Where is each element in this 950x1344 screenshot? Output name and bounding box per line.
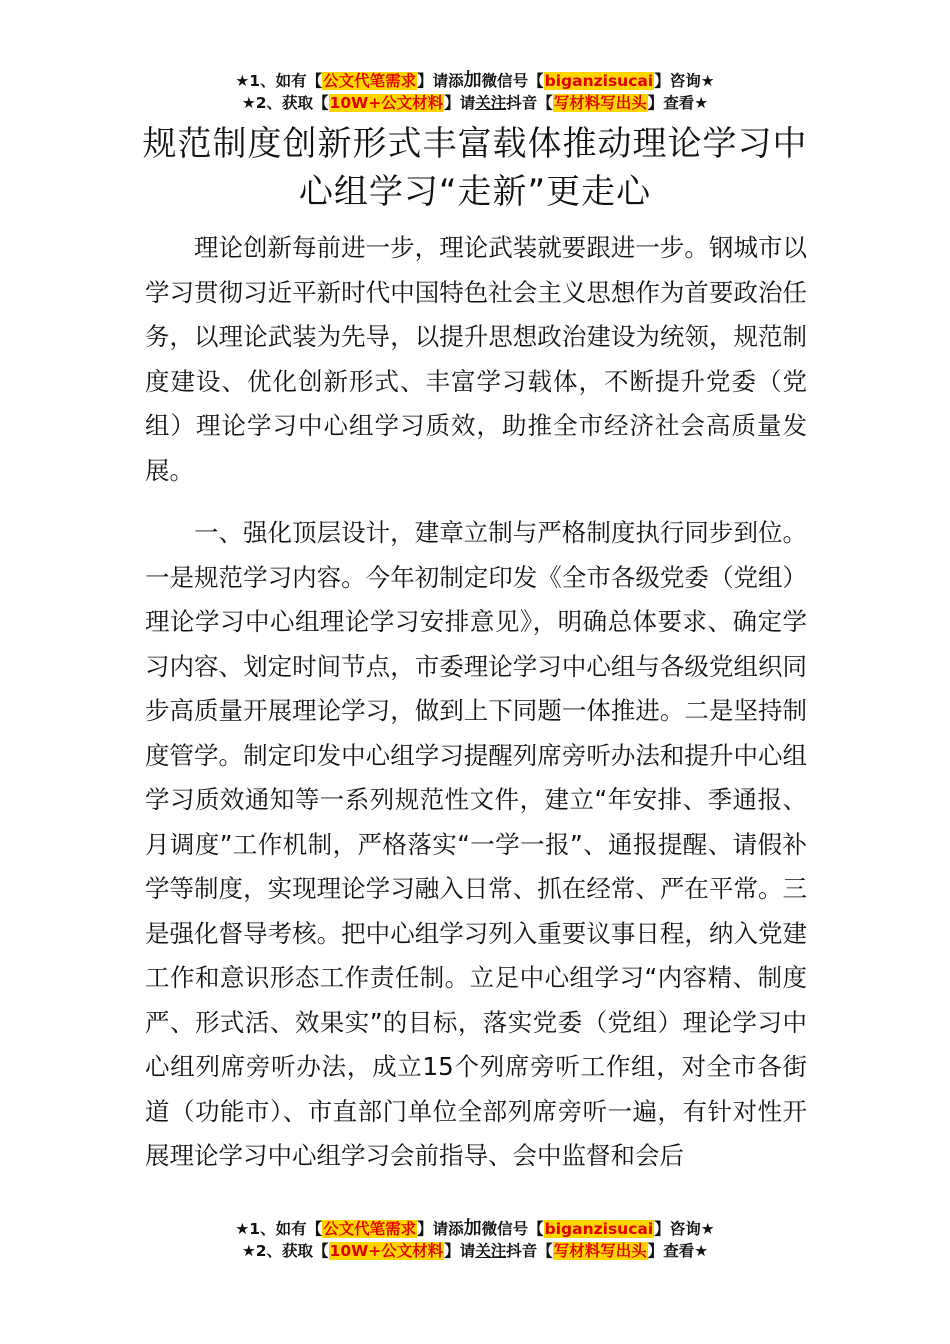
- banner-line-2: [0, 1240, 950, 1262]
- banner-text: 关注: [475, 94, 507, 112]
- document-title: 规范制度创新形式丰富载体推动理论学习中心组学习“走新”更走心: [142, 124, 808, 212]
- banner-text: ★1、如有【: [235, 72, 323, 90]
- banner-text: 】请: [444, 94, 476, 112]
- banner-text: 微信号【: [481, 1220, 544, 1238]
- banner-text: 加: [463, 70, 482, 91]
- banner-text: 】查看★: [647, 1242, 709, 1260]
- bottom-ad-banner: [0, 1218, 950, 1262]
- banner-line-1: [0, 70, 950, 92]
- banner-highlight: 10W+公文材料: [329, 1242, 444, 1260]
- banner-text: 】咨询★: [654, 72, 715, 90]
- paragraph: 一、强化顶层设计，建章立制与严格制度执行同步到位。一是规范学习内容。今年初制定印发《全市各级党委（党组）理论学习中心组理论学习安排意见》，明确总体要求、确定学习内容、划定时间节点，市委理论学习中心组与各级党组织同步高质量开展理论学习，做到上下同题一体推进。二是坚持制度管学。制定印发中心组学习提醒列席旁听办法和提升中心组学习质效通知等一系列规范性文件，建立“年安排、季通报、月调度”工作机制，严格落实“一学一报”、通报提醒、请假补学等制度，实现理论学习融入日常、抓在经常、严在平常。三是强化督导考核。把中心组学习列入重要议事日程，纳入党建工作和意识形态工作责任制。立足中心组学习“内容精、制度严、形式活、效果实”的目标，落实党委（党组）理论学习中心组列席旁听办法，成立15个列席旁听工作组，对全市各街道（功能市）、市直部门单位全部列席旁听一遍，有针对性开展理论学习中心组学习会前指导、会中监督和会后: [145, 518, 807, 1170]
- banner-text: ★1、如有【: [235, 1220, 323, 1238]
- banner-text: 】请: [444, 1242, 476, 1260]
- banner-highlight: 公文代笔需求: [323, 1220, 417, 1238]
- document-body: [145, 226, 807, 1179]
- banner-text: 抖音【: [506, 1242, 553, 1260]
- banner-text: ★2、获取【: [241, 94, 329, 112]
- banner-line-1: [0, 1218, 950, 1240]
- banner-highlight: 公文代笔需求: [323, 72, 417, 90]
- paragraph: 理论创新每前进一步，理论武装就要跟进一步。钢城市以学习贯彻习近平新时代中国特色社会主义思想作为首要政治任务，以理论武装为先导，以提升思想政治建设为统领，规范制度建设、优化创新形式、丰富学习载体，不断提升党委（党组）理论学习中心组学习质效，助推全市经济社会高质量发展。: [145, 233, 807, 485]
- banner-text: 】请添: [417, 1220, 464, 1238]
- banner-highlight: biganzisucai: [544, 1220, 654, 1238]
- banner-text: 抖音【: [506, 94, 553, 112]
- banner-text: 】请添: [417, 72, 464, 90]
- banner-text: 关注: [475, 1242, 507, 1260]
- banner-highlight: 写材料写出头: [553, 1242, 647, 1260]
- banner-line-2: [0, 92, 950, 114]
- banner-text: 微信号【: [481, 72, 544, 90]
- top-ad-banner: [0, 70, 950, 114]
- banner-text: 加: [463, 1218, 482, 1239]
- banner-text: 】咨询★: [654, 1220, 715, 1238]
- banner-highlight: 写材料写出头: [553, 94, 647, 112]
- banner-highlight: biganzisucai: [544, 72, 654, 90]
- banner-highlight: 10W+公文材料: [329, 94, 444, 112]
- banner-text: 】查看★: [647, 94, 709, 112]
- banner-text: ★2、获取【: [241, 1242, 329, 1260]
